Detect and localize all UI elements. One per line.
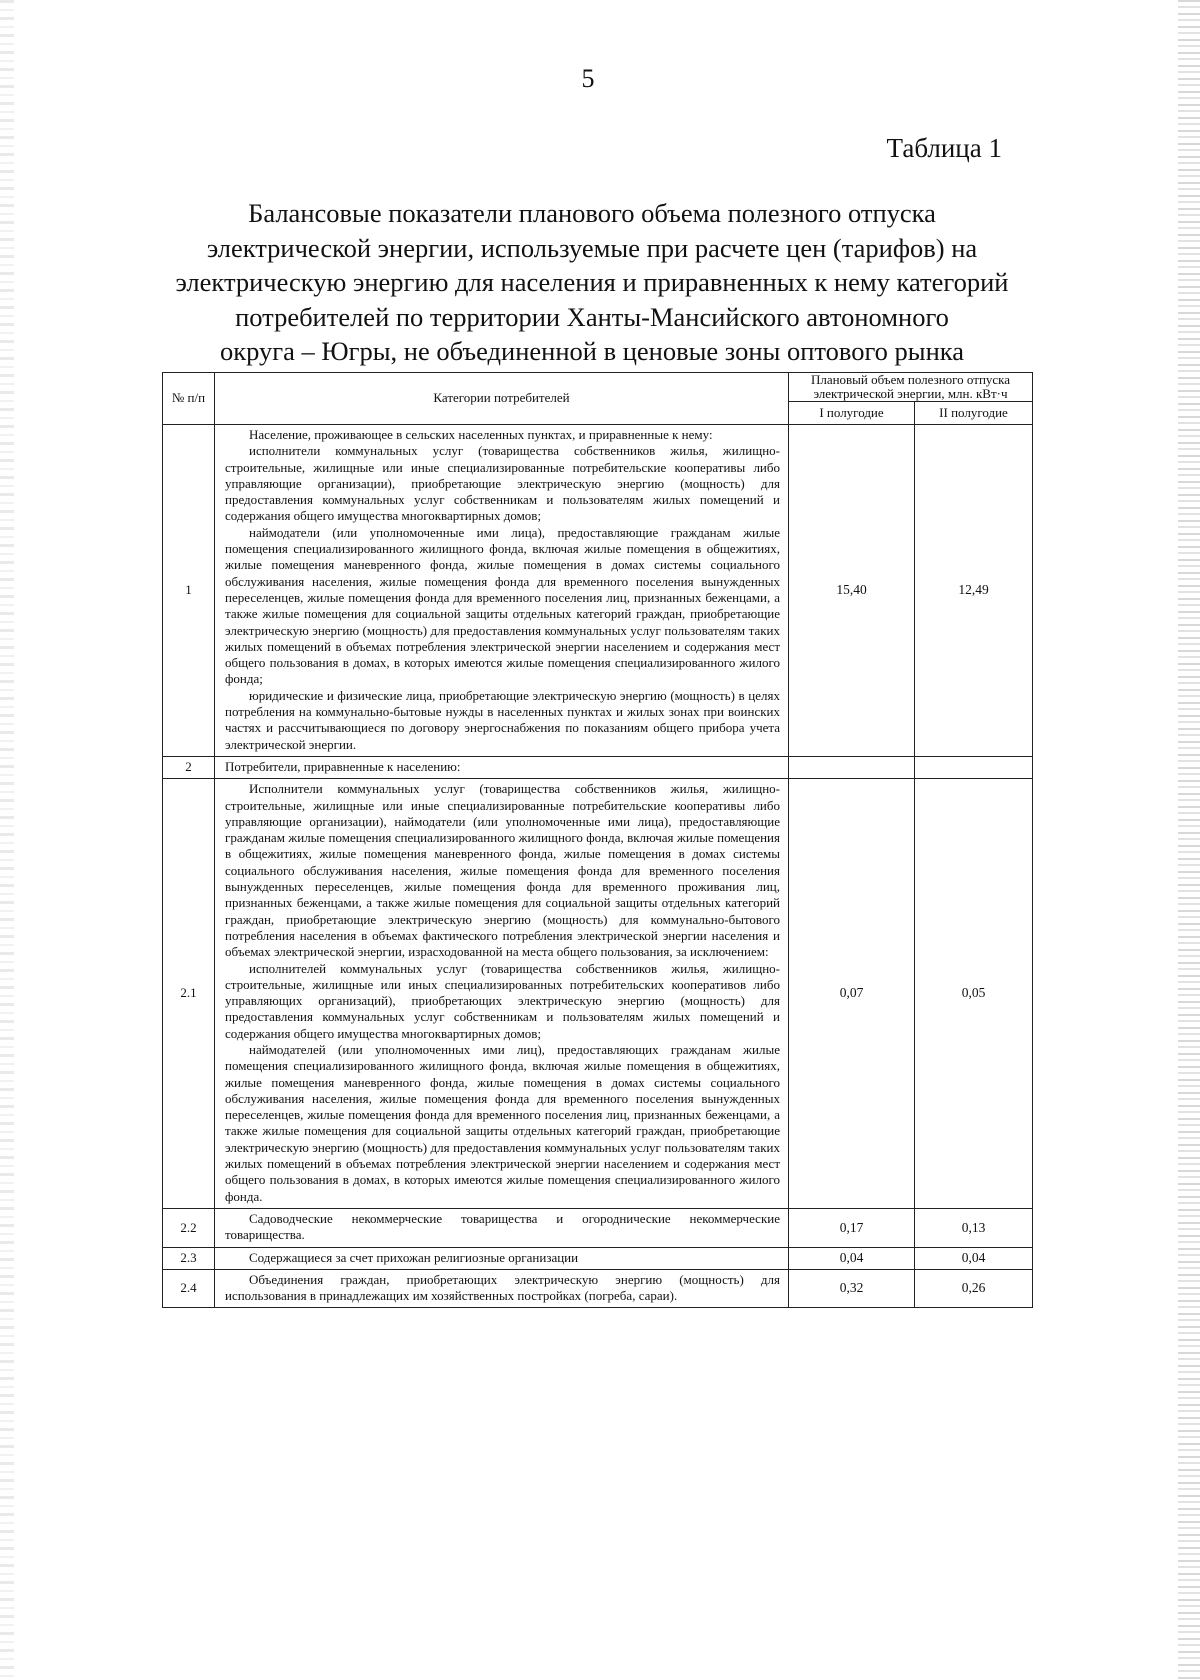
description-paragraph: наймодателей (или уполномоченных ими лиц), предоставляющих гражданам жилые помещения специализированного жилищного фонда, включая жилые помещения в общежитиях, жилые помещения маневренного фонда, жилые помещения в домах системы социального обслуживания населения, жилые помещения фонда для временного поселения вынужденных переселенцев, жилые помещения фонда для временного поселения лиц, признанных беженцами, а также жилые помещения для социальной защиты отдельных категорий граждан, приобретающие электрическую энергию (мощность) для предоставления коммунальных услуг пользователям таких жилых помещений в объемах потребления электрической энергии населением и содержания мест общего пользования в домах, в которых имеются жилые помещения специализированного жилого фонда.	[225, 1041, 780, 1204]
row-description	[215, 1208, 789, 1247]
description-paragraph: юридические и физические лица, приобретающие электрическую энергию (мощность) в целях потребления на коммунально-бытовые нужды в населенных пунктах и жилых зонах при воинских частях и рассчитывающиеся по договору энергоснабжения по показаниям общего прибора учета электрической энергии.	[225, 687, 780, 752]
value-half-2: 12,49	[915, 425, 1033, 757]
value-half-2: 0,13	[915, 1208, 1033, 1247]
document-title	[152, 196, 1032, 369]
value-half-1	[789, 756, 915, 778]
description-paragraph: Объединения граждан, приобретающих электрическую энергию (мощность) для использования в принадлежащих им хозяйственных постройках (погреба, сараи).	[225, 1271, 780, 1304]
header-half-2: II полугодие	[915, 402, 1033, 425]
balance-table	[162, 372, 1033, 1308]
row-number: 2.4	[163, 1269, 215, 1308]
value-half-1: 0,04	[789, 1247, 915, 1269]
scan-edge-left	[0, 0, 14, 1680]
title-line: Балансовые показатели планового объема полезного отпуска	[248, 198, 936, 228]
table-row	[163, 1269, 1033, 1308]
description-paragraph: Содержащиеся за счет прихожан религиозные организации	[249, 1249, 579, 1265]
table-row	[163, 425, 1033, 757]
description-paragraph: Потребители, приравненные к населению:	[225, 758, 461, 774]
title-line: округа – Югры, не объединенной в ценовые зоны оптового рынка	[219, 336, 965, 366]
row-number: 1	[163, 425, 215, 757]
row-description	[215, 756, 789, 778]
table-label: Таблица 1	[886, 133, 1002, 163]
value-half-1: 0,32	[789, 1269, 915, 1308]
table-row	[163, 779, 1033, 1209]
row-number: 2.2	[163, 1208, 215, 1247]
table-row	[163, 756, 1033, 778]
value-half-2: 0,26	[915, 1269, 1033, 1308]
title-line: электрической энергии, используемые при расчете цен (тарифов) на	[206, 232, 978, 263]
value-half-1: 0,07	[789, 779, 915, 1209]
header-category: Категории потребителей	[215, 373, 789, 425]
row-description	[215, 1269, 789, 1308]
scan-edge-right	[1178, 0, 1200, 1680]
title-line: электрическую энергию для населения и приравненных к нему категорий	[175, 267, 1009, 297]
description-paragraph: Население, проживающее в сельских населенных пунктах, и приравненные к нему:	[249, 427, 713, 442]
title-line: потребителей по территории Ханты-Мансийского автономного	[235, 301, 949, 332]
description-paragraph: Садоводческие некоммерческие товарищества и огороднические некоммерческие товарищества.	[225, 1210, 780, 1243]
header-num: № п/п	[163, 373, 215, 425]
row-description	[215, 779, 789, 1209]
description-paragraph: Исполнители коммунальных услуг (товарищества собственников жилья, жилищно-строительные, жилищные или иные специализированные потребительские кооперативы либо управляющие организации), наймодатели (или уполномоченные ими лица), предоставляющие гражданам жилые помещения специализированного жилищного фонда, включая жилые помещения в общежитиях, жилые помещения маневренного фонда, жилые помещения в домах системы социального обслуживания населения, жилые помещения фонда для временного поселения вынужденных переселенцев, жилые помещения фонда для временного проживания лиц, признанных беженцами, а также жилые помещения для социальной защиты отдельных категорий граждан, приобретающие электрическую энергию (мощность) для коммунально-бытового потребления населения в объемах фактического потребления электрической энергии населения и объемах электрической энергии, израсходованной на места общего пользования, за исключением:	[225, 781, 780, 960]
header-volume: Плановый объем полезного отпуска электрической энергии, млн. кВт·ч	[789, 373, 1033, 402]
description-paragraph: наймодатели (или уполномоченные ими лица), предоставляющие гражданам жилые помещения специализированного жилищного фонда, включая жилые помещения в общежитиях, жилые помещения маневренного фонда, жилые помещения в домах системы социального обслуживания населения, жилые помещения фонда для временного поселения вынужденных переселенцев, жилые помещения фонда для временного поселения лиц, признанных беженцами, а также жилые помещения для социальной защиты отдельных категорий граждан, приобретающие электрическую энергию (мощность) для предоставления коммунальных услуг пользователям таких жилых помещений в объемах потребления электрической энергии населением и содержания мест общего пользования в домах, в которых имеются жилые помещения специализированного жилого фонда;	[225, 524, 780, 687]
value-half-2: 0,05	[915, 779, 1033, 1209]
row-description	[215, 1247, 789, 1269]
row-description	[215, 425, 789, 757]
row-number: 2.3	[163, 1247, 215, 1269]
description-paragraph: исполнители коммунальных услуг (товарищества собственников жилья, жилищно-строительные, жилищные или иные специализированные потребительские кооперативы либо управляющие организации), приобретающие электрическую энергию (мощность) для предоставления коммунальных услуг собственникам и пользователям жилых помещений и содержания общего имущества многоквартирных домов;	[225, 443, 780, 524]
page-number: 5	[581, 64, 595, 93]
header-half-1: I полугодие	[789, 402, 915, 425]
value-half-2	[915, 756, 1033, 778]
description-paragraph: исполнителей коммунальных услуг (товарищества собственников жилья, жилищно-строительные, жилищные или иных специализированных потребительских кооперативов либо управляющих организаций), приобретающих электрическую энергию (мощность) для предоставления коммунальных услуг собственникам и пользователям жилых помещений и содержания общего имущества многоквартирных домов;	[225, 960, 780, 1041]
table-row	[163, 1247, 1033, 1269]
table-row	[163, 1208, 1033, 1247]
value-half-1: 15,40	[789, 425, 915, 757]
value-half-1: 0,17	[789, 1208, 915, 1247]
value-half-2: 0,04	[915, 1247, 1033, 1269]
row-number: 2	[163, 756, 215, 778]
row-number: 2.1	[163, 779, 215, 1209]
